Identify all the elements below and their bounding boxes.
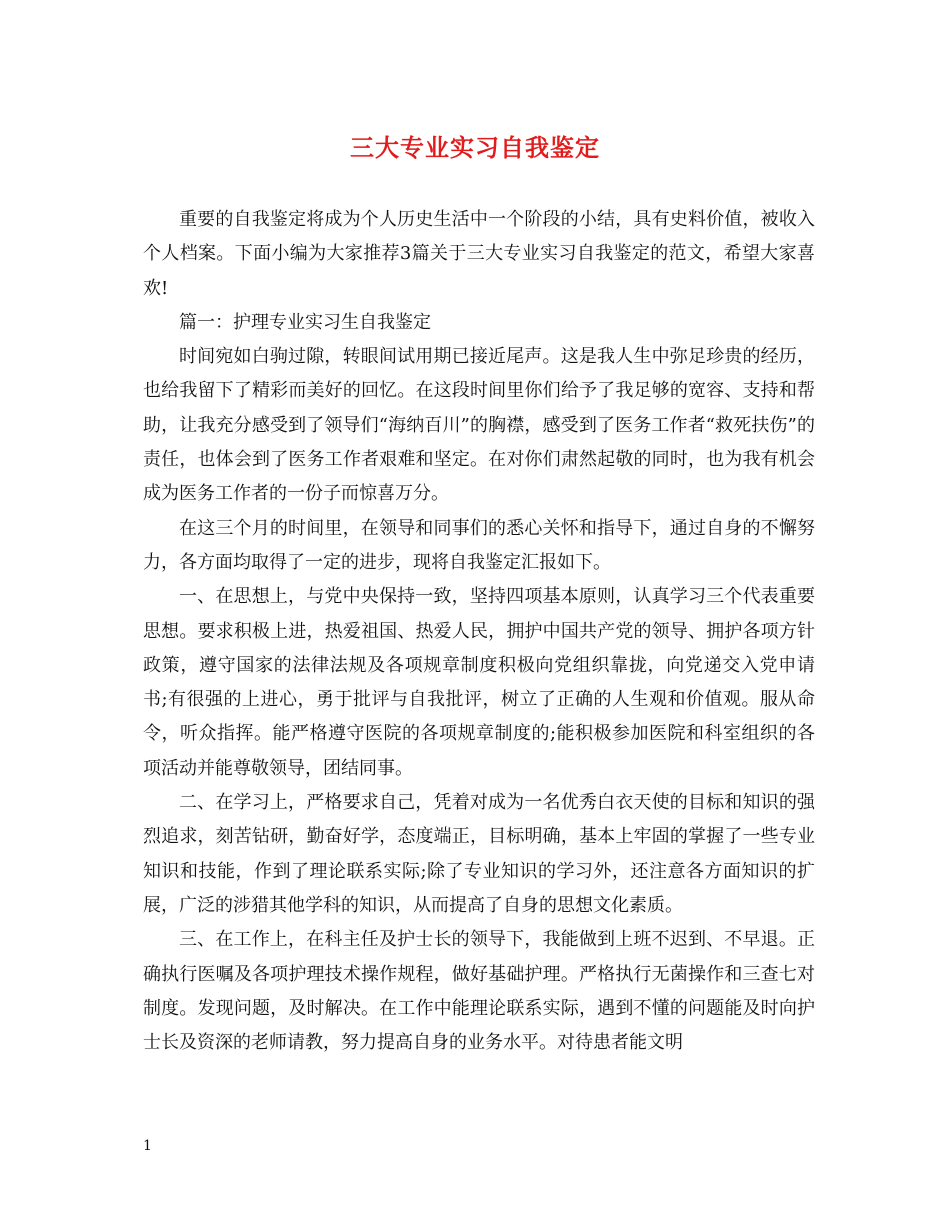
paragraph-opening: 时间宛如白驹过隙，转眼间试用期已接近尾声。这是我人生中弥足珍贵的经历，也给我留下了精彩而美好的回忆。在这段时间里你们给予了我足够的宽容、支持和帮助，让我充分感受到了领导们“海纳百川”的胸襟，感受到了医务工作者“救死扶伤”的责任，也体会到了医务工作者艰难和坚定。在对你们肃然起敬的同时，也为我有机会成为医务工作者的一份子而惊喜万分。 — [143, 346, 815, 505]
section-heading-part-one: 篇一：护理专业实习生自我鉴定 — [179, 311, 431, 333]
document-title: 三大专业实习自我鉴定 — [350, 133, 600, 162]
document-body — [143, 203, 815, 1060]
paragraph-study: 二、在学习上，严格要求自己，凭着对成为一名优秀白衣天使的目标和知识的强烈追求，刻苦钻研，勤奋好学，态度端正，目标明确，基本上牢固的掌握了一些专业知识和技能，作到了理论联系实际;除了专业知识的学习外，还注意各方面知识的扩展，广泛的涉猎其他学科的知识，从而提高了自身的思想文化素质。 — [143, 792, 815, 916]
paragraph-work: 三、在工作上，在科主任及护士长的领导下，我能做到上班不迟到、不早退。正确执行医嘱及各项护理技术操作规程，做好基础护理。严格执行无菌操作和三查七对制度。发现问题，及时解决。在工作中能理论联系实际，遇到不懂的问题能及时向护士长及资深的老师请教，努力提高自身的业务水平。对待患者能文明 — [143, 929, 815, 1054]
page-number: 1 — [143, 1138, 152, 1154]
paragraph-intro: 重要的自我鉴定将成为个人历史生活中一个阶段的小结，具有史料价值，被收入个人档案。下面小编为大家推荐3篇关于三大专业实习自我鉴定的范文，希望大家喜欢! — [143, 209, 815, 299]
paragraph-summary-intro: 在这三个月的时间里，在领导和同事们的悉心关怀和指导下，通过自身的不懈努力，各方面均取得了一定的进步，现将自我鉴定汇报如下。 — [143, 517, 815, 573]
paragraph-ideology: 一、在思想上，与党中央保持一致，坚持四项基本原则，认真学习三个代表重要思想。要求积极上进，热爱祖国、热爱人民，拥护中国共产党的领导、拥护各项方针政策，遵守国家的法律法规及各项规章制度积极向党组织靠拢，向党递交入党申请书;有很强的上进心，勇于批评与自我批评，树立了正确的人生观和价值观。服从命令，听众指挥。能严格遵守医院的各项规章制度的;能积极参加医院和科室组织的各项活动并能尊敬领导，团结同事。 — [143, 586, 815, 779]
